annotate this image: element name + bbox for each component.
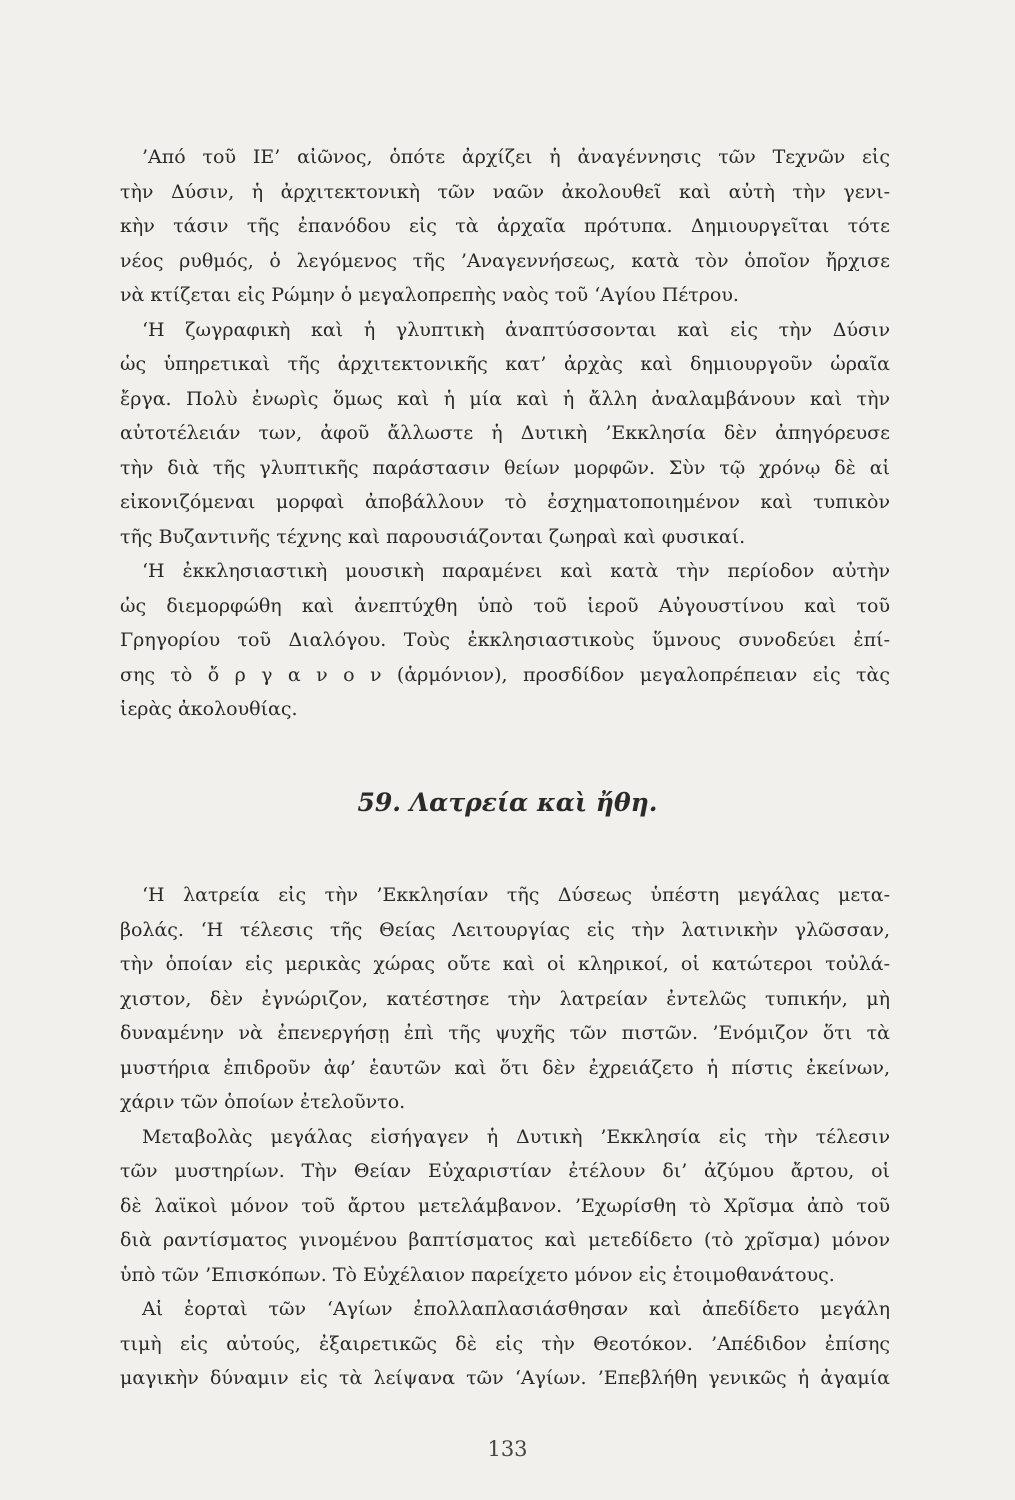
text-line: ‘Η λατρεία εἰς τὴν ’Εκκλησίαν τῆς Δύσεως ὑπέστη μεγάλας μετα- xyxy=(142,884,890,906)
text-line: ἱερὰς ἀκολουθίας. xyxy=(120,698,298,720)
text-line: διὰ ραντίσματος γινομένου βαπτίσματος καὶ μετεδίδετο (τὸ χρῖσμα) μόνον xyxy=(120,1229,890,1251)
text-line: νὰ κτίζεται εἰς Ρώμην ὁ μεγαλοπρεπὴς ναὸς τοῦ ‘Αγίου Πέτρου. xyxy=(120,284,739,306)
text-line: τῆς Βυζαντινῆς τέχνης καὶ παρουσιάζονται ζωηραὶ καὶ φυσικαί. xyxy=(120,525,746,548)
text-line: δυναμένην νὰ ἐπενεργήσῃ ἐπὶ τῆς ψυχῆς τῶν πιστῶν. ’Ενόμιζον ὅτι τὰ xyxy=(120,1022,890,1044)
text-line: ‘Η ἐκκλησιαστικὴ μουσικὴ παραμένει καὶ κατὰ τὴν περίοδον αὐτὴν xyxy=(142,560,890,582)
text-line: ὡς διεμορφώθη καὶ ἀνεπτύχθη ὑπὸ τοῦ ἱεροῦ Αὐγουστίνου καὶ τοῦ xyxy=(120,594,890,617)
text-line: μαγικὴν δύναμιν εἰς τὰ λείψανα τῶν ‘Αγίων. ’Επεβλήθη γενικῶς ἡ ἀγαμία xyxy=(120,1367,890,1389)
text-line: σης τὸ ὄ ρ γ α ν ο ν (ἁρμόνιον), προσδίδον μεγαλοπρέπειαν εἰς τὰς xyxy=(120,663,890,686)
text-line: ἔργα. Πολὺ ἐνωρὶς ὅμως καὶ ἡ μία καὶ ἡ ἄλλη ἀναλαμβάνουν καὶ τὴν xyxy=(120,387,890,410)
text-line: βολάς. ‘Η τέλεσις τῆς Θείας Λειτουργίας εἰς τὴν λατινικὴν γλῶσσαν, xyxy=(120,918,890,941)
text-line: δὲ λαϊκοὶ μόνον τοῦ ἄρτου μετελάμβανον. ’Εχωρίσθη τὸ Χρῖσμα ἀπὸ τοῦ xyxy=(120,1194,890,1217)
section-heading: 59. Λατρεία καὶ ἤθη. xyxy=(357,788,658,817)
text-line: ’Από τοῦ ΙΕ’ αἰῶνος, ὁπότε ἀρχίζει ἡ ἀναγέννησις τῶν Τεχνῶν εἰς xyxy=(142,146,890,168)
text-line: τὴν ὁποίαν εἰς μερικὰς χώρας οὔτε καὶ οἱ κληρικοί, οἱ κατώτεροι τοὐλά- xyxy=(120,953,890,975)
text-line: τὴν Δύσιν, ἡ ἀρχιτεκτονικὴ τῶν ναῶν ἀκολουθεῖ καὶ αὐτὴ τὴν γενι- xyxy=(120,180,890,203)
text-line: τὴν διὰ τῆς γλυπτικῆς παράστασιν θείων μορφῶν. Σὺν τῷ χρόνῳ δὲ αἱ xyxy=(120,456,890,479)
bottom-text-block xyxy=(120,878,890,1396)
top-text-block xyxy=(120,140,890,727)
text-line: Αἱ ἑορταὶ τῶν ‘Αγίων ἐπολλαπλασιάσθησαν καὶ ἀπεδίδετο μεγάλη xyxy=(142,1298,890,1320)
text-line: τῶν μυστηρίων. Τὴν Θείαν Εὐχαριστίαν ἐτέλουν δι’ ἀζύμου ἄρτου, οἱ xyxy=(120,1160,890,1182)
text-line: κὴν τάσιν τῆς ἐπανόδου εἰς τὰ ἀρχαῖα πρότυπα. Δημιουργεῖται τότε xyxy=(120,215,890,237)
text-line: Μεταβολὰς μεγάλας εἰσήγαγεν ἡ Δυτικὴ ’Εκκλησία εἰς τὴν τέλεσιν xyxy=(142,1125,890,1148)
text-line: ‘Η ζωγραφικὴ καὶ ἡ γλυπτικὴ ἀναπτύσσονται καὶ εἰς τὴν Δύσιν xyxy=(142,318,890,341)
text-line: χιστον, δὲν ἐγνώριζον, κατέστησε τὴν λατρείαν ἐντελῶς τυπικήν, μὴ xyxy=(120,987,890,1010)
text-line: ὑπὸ τῶν ’Επισκόπων. Τὸ Εὐχέλαιον παρείχετο μόνον εἰς ἑτοιμοθανάτους. xyxy=(120,1263,835,1286)
text-line: τιμὴ εἰς αὐτούς, ἐξαιρετικῶς δὲ εἰς τὴν Θεοτόκον. ’Απέδιδον ἐπίσης xyxy=(120,1332,890,1355)
text-line: χάριν τῶν ὁποίων ἐτελοῦντο. xyxy=(120,1091,406,1113)
text-line: Γρηγορίου τοῦ Διαλόγου. Τοὺς ἐκκλησιαστικοὺς ὕμνους συνοδεύει ἐπί- xyxy=(120,629,890,651)
text-line: ὡς ὑπηρετικαὶ τῆς ἀρχιτεκτονικῆς κατ’ ἀρχὰς καὶ δημιουργοῦν ὡραῖα xyxy=(120,353,890,375)
text-line: εἰκονιζόμεναι μορφαὶ ἀποβάλλουν τὸ ἐσχηματοποιημένον καὶ τυπικὸν xyxy=(120,491,890,513)
text-line: νέος ρυθμός, ὁ λεγόμενος τῆς ’Αναγεννήσεως, κατὰ τὸν ὁποῖον ἤρχισε xyxy=(120,249,890,272)
text-line: αὐτοτέλειάν των, ἀφοῦ ἄλλωστε ἡ Δυτικὴ ’Εκκλησία δὲν ἀπηγόρευσε xyxy=(120,422,890,444)
text-line: μυστήρια ἐπιδροῦν ἀφ’ ἑαυτῶν καὶ ὅτι δὲν ἐχρειάζετο ἡ πίστις ἐκείνων, xyxy=(120,1056,890,1079)
page-number: 133 xyxy=(487,1437,528,1461)
